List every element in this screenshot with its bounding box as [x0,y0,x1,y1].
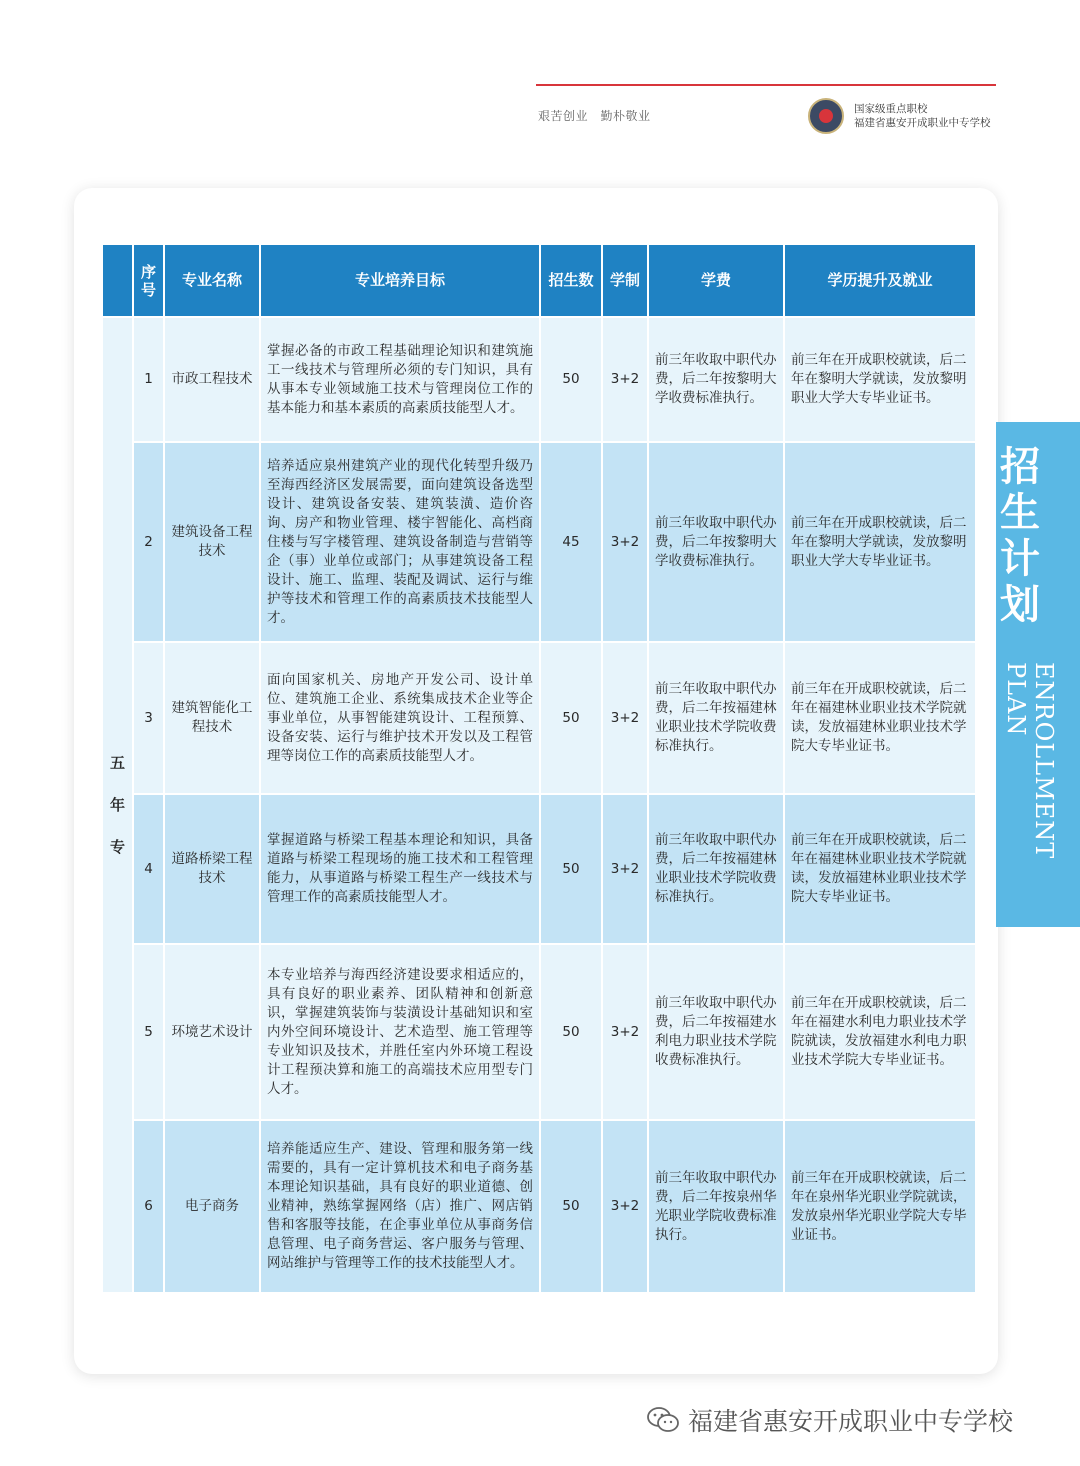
header-system: 学制 [602,244,648,317]
cell-goal: 面向国家机关、房地产开发公司、设计单位、建筑施工企业、系统集成技术企业等企事业单位，从事智能建筑设计、工程预算、设备安装、运行与维护技术开发以及工程管理等岗位工作的高素质技能型人才。 [260,642,540,794]
section-side-tab [996,422,1080,927]
header-fee: 学费 [648,244,784,317]
table-row [102,794,976,944]
cell-major: 道路桥梁工程技术 [164,794,260,944]
header-enroll: 招生数 [540,244,602,317]
cell-no: 6 [133,1120,164,1293]
cell-path: 前三年在开成职校就读，后二年在黎明大学就读，发放黎明职业大学大专毕业证书。 [784,442,976,642]
cell-major: 市政工程技术 [164,317,260,442]
cell-major: 建筑设备工程技术 [164,442,260,642]
cell-path: 前三年在开成职校就读，后二年在福建水利电力职业技术学院就读，发放福建水利电力职业技术学院大专毕业证书。 [784,944,976,1120]
cell-no: 3 [133,642,164,794]
section-title-english: ENROLLMENT PLAN [1002,662,1058,860]
enrollment-table [101,243,977,1294]
section-title: 招生计划 [1000,444,1040,628]
cell-fee: 前三年收取中职代办费，后二年按福建水利电力职业技术学院收费标准执行。 [648,944,784,1120]
header-path: 学历提升及就业 [784,244,976,317]
cell-fee: 前三年收取中职代办费，后二年按黎明大学收费标准执行。 [648,317,784,442]
cell-goal: 培养能适应生产、建设、管理和服务第一线需要的，具有一定计算机技术和电子商务基本理论知识基础，具有良好的职业道德、创业精神，熟练掌握网络（店）推广、网店销售和客服等技能，在企事业单位从事商务信息管理、电子商务营运、客户服务与管理、网站维护与管理等工作的技术技能型人才。 [260,1120,540,1293]
header-goal: 专业培养目标 [260,244,540,317]
school-name-block [854,102,991,130]
wechat-footer [646,1402,1013,1438]
cell-system: 3+2 [602,794,648,944]
category-cell: 五年专 [102,317,133,1293]
cell-enroll: 50 [540,794,602,944]
header-divider [536,84,996,86]
cell-fee: 前三年收取中职代办费，后二年按泉州华光职业学院收费标准执行。 [648,1120,784,1293]
table-row [102,1120,976,1293]
cell-fee: 前三年收取中职代办费，后二年按黎明大学收费标准执行。 [648,442,784,642]
cell-system: 3+2 [602,642,648,794]
cell-enroll: 50 [540,317,602,442]
cell-no: 1 [133,317,164,442]
cell-major: 建筑智能化工程技术 [164,642,260,794]
cell-system: 3+2 [602,1120,648,1293]
cell-major: 电子商务 [164,1120,260,1293]
cell-no: 2 [133,442,164,642]
cell-major: 环境艺术设计 [164,944,260,1120]
cell-system: 3+2 [602,317,648,442]
cell-system: 3+2 [602,944,648,1120]
cell-enroll: 50 [540,1120,602,1293]
cell-path: 前三年在开成职校就读，后二年在福建林业职业技术学院就读，发放福建林业职业技术学院大专毕业证书。 [784,642,976,794]
table-row [102,642,976,794]
cell-fee: 前三年收取中职代办费，后二年按福建林业职业技术学院收费标准执行。 [648,642,784,794]
cell-no: 5 [133,944,164,1120]
header-no: 序号 [133,244,164,317]
table-row [102,944,976,1120]
cell-goal: 掌握道路与桥梁工程基本理论和知识，具备道路与桥梁工程现场的施工技术和工程管理能力，从事道路与桥梁工程生产一线技术与管理工作的高素质技能型人才。 [260,794,540,944]
school-name: 福建省惠安开成职业中专学校 [854,117,991,129]
table-row [102,442,976,642]
wechat-icon [646,1406,680,1434]
footer-account-name: 福建省惠安开成职业中专学校 [688,1407,1014,1436]
cell-path: 前三年在开成职校就读，后二年在泉州华光职业学院就读，发放泉州华光职业学院大专毕业证书。 [784,1120,976,1293]
header-major: 专业名称 [164,244,260,317]
cell-enroll: 45 [540,442,602,642]
cell-system: 3+2 [602,442,648,642]
cell-enroll: 50 [540,642,602,794]
cell-path: 前三年在开成职校就读，后二年在福建林业职业技术学院就读，发放福建林业职业技术学院大专毕业证书。 [784,794,976,944]
cell-fee: 前三年收取中职代办费，后二年按福建林业职业技术学院收费标准执行。 [648,794,784,944]
cell-goal: 培养适应泉州建筑产业的现代化转型升级乃至海西经济区发展需要，面向建筑设备选型设计、建筑设备安装、建筑装潢、造价咨询、房产和物业管理、楼宇智能化、高档商住楼与写字楼管理、建筑设备制造与营销等企（事）业单位或部门；从事建筑设备工程设计、施工、监理、装配及调试、运行与维护等技术和管理工作的高素质技术技能型人才。 [260,442,540,642]
cell-enroll: 50 [540,944,602,1120]
table-header-row [102,244,976,317]
cell-goal: 掌握必备的市政工程基础理论知识和建筑施工一线技术与管理所必须的专门知识，具有从事本专业领域施工技术与管理岗位工作的基本能力和基本素质的高素质技能型人才。 [260,317,540,442]
cell-path: 前三年在开成职校就读，后二年在黎明大学就读，发放黎明职业大学大专毕业证书。 [784,317,976,442]
school-rank: 国家级重点职校 [854,103,928,115]
cell-no: 4 [133,794,164,944]
cell-goal: 本专业培养与海西经济建设要求相适应的，具有良好的职业素养、团队精神和创新意识，掌握建筑装饰与装潢设计基础知识和室内外空间环境设计、艺术造型、施工管理等专业知识及技术，并胜任室内外环境工程设计工程预决算和施工的高端技术应用型专门人才。 [260,944,540,1120]
table-row [102,317,976,442]
header-category [102,244,133,317]
school-motto: 艰苦创业 勤朴敬业 [538,109,651,123]
school-logo [808,98,844,134]
